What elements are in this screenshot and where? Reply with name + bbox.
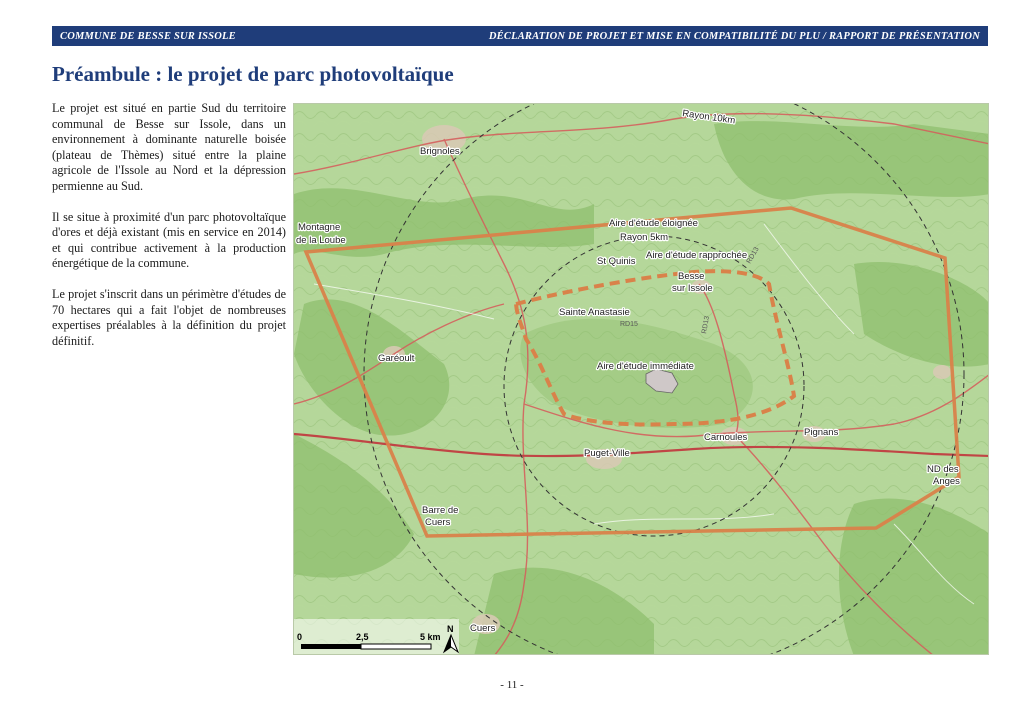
- site-map: [293, 103, 989, 655]
- label-barre-de: Barre de: [422, 505, 459, 516]
- header-bar: [52, 26, 988, 46]
- label-aire-eloignee: Aire d'étude éloignée: [609, 218, 698, 229]
- page-title: Préambule : le projet de parc photovoltaïque: [52, 62, 454, 86]
- label-brignoles: Brignoles: [420, 146, 460, 157]
- header-document: DÉCLARATION DE PROJET ET MISE EN COMPATIBILITÉ DU PLU / RAPPORT DE PRÉSENTATION: [488, 30, 980, 42]
- label-carnoules: Carnoules: [704, 432, 748, 443]
- label-pignans: Pignans: [804, 427, 839, 438]
- label-cuers: Cuers: [470, 623, 496, 634]
- map-svg: [294, 104, 989, 655]
- page-number: - 11 -: [500, 679, 524, 691]
- label-rd15: RD15: [620, 321, 638, 328]
- scale-label-0: 0: [297, 632, 303, 642]
- scale-label-5km: 5 km: [420, 632, 441, 642]
- label-rayon-5km: Rayon 5km: [620, 232, 669, 243]
- label-st-quinis: St Quinis: [597, 256, 636, 267]
- label-sainte-anastasie: Sainte Anastasie: [559, 307, 630, 318]
- paragraph-study-perimeter: Le projet s'inscrit dans un périmètre d'études de 70 hectares qui a fait l'objet de nombreuses expertises préalables à la définition du projet définitif.: [52, 286, 286, 348]
- label-montagne: Montagne: [298, 222, 341, 233]
- label-de-la-loube: de la Loube: [296, 235, 346, 246]
- scale-bar: [294, 619, 459, 655]
- label-rd13b: RD13: [701, 315, 712, 335]
- label-puget-ville: Puget-Ville: [584, 448, 630, 459]
- label-nd-des: ND des: [927, 464, 959, 475]
- north-label: N: [447, 624, 454, 634]
- label-besse: Besse: [678, 271, 705, 282]
- label-barre-cuers: Cuers: [425, 517, 451, 528]
- paragraph-existing-park: Il se situe à proximité d'un parc photovoltaïque d'ores et déjà existant (mis en service en 2014) et qui contribue activement à la production énergétique de la commune.: [52, 209, 286, 271]
- label-rayon-10km: Rayon 10km: [681, 108, 736, 127]
- label-anges: Anges: [933, 476, 960, 487]
- label-aire-immediate: Aire d'étude immédiate: [597, 361, 694, 372]
- label-gareoult: Garéoult: [378, 353, 415, 364]
- body-text: [52, 101, 286, 364]
- header-commune: COMMUNE DE BESSE SUR ISSOLE: [60, 30, 236, 42]
- scale-label-2-5: 2,5: [356, 632, 369, 642]
- label-rd13: RD13: [745, 245, 761, 265]
- label-aire-rapprochee: Aire d'étude rapprochée: [646, 250, 748, 261]
- label-sur-issole: sur Issole: [672, 283, 713, 294]
- paragraph-location: Le projet est situé en partie Sud du territoire communal de Besse sur Issole, dans un environnement à dominante naturelle boisée (plateau de Thèmes) situé entre la plaine agricole de l'Issole au Nord et la dépression permienne au Sud.: [52, 101, 286, 193]
